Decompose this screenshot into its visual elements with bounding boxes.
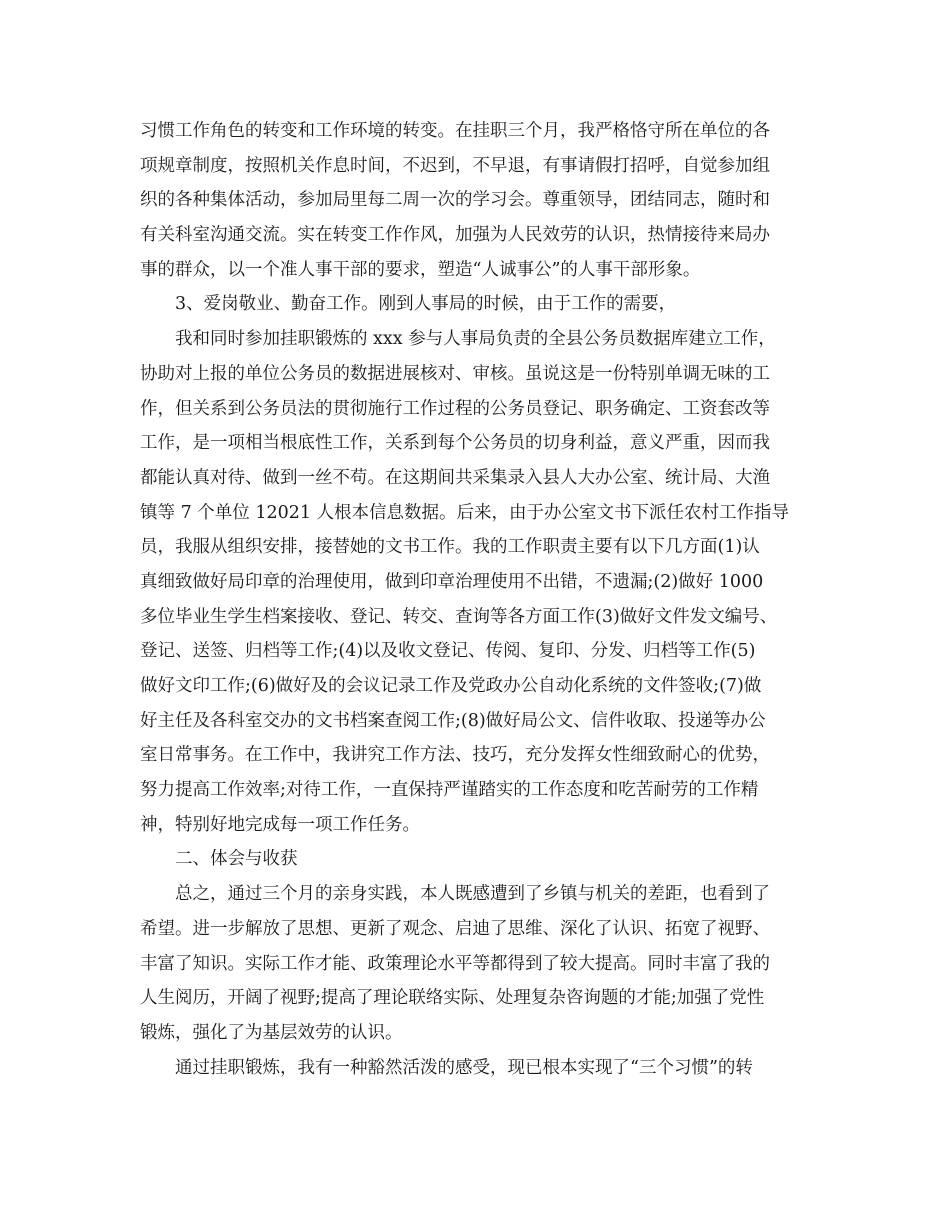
text-line: 努力提高工作效率;对待工作，一直保持严谨踏实的工作态度和吃苦耐劳的工作精 [140, 780, 759, 801]
document-body [140, 114, 820, 1085]
text-line: 织的各种集体活动，参加局里每二周一次的学习会。尊重领导，团结同志，随时和 [140, 190, 770, 211]
text-line: 人生阅历，开阔了视野;提高了理论联络实际、处理复杂咨询题的才能;加强了党性 [140, 988, 765, 1009]
text-line: 丰富了知识。实际工作才能、政策理论水平等都得到了较大提高。同时丰富了我的 [140, 953, 770, 974]
text-line: 锻炼，强化了为基层效劳的认识。 [140, 1022, 403, 1043]
text-line: 我和同时参加挂职锻炼的 xxx 参与人事局负责的全县公务员数据库建立工作， [175, 329, 776, 350]
text-line: 多位毕业生学生档案接收、登记、转交、查询等各方面工作(3)做好文件发文编号、 [140, 606, 778, 627]
text-line: 做好文印工作;(6)做好及的会议记录工作及党政办公自动化系统的文件签收;(7)做 [140, 676, 762, 696]
text-line: 希望。进一步解放了思想、更新了观念、启迪了思维、深化了认识、拓宽了视野、 [140, 918, 770, 939]
text-line: 室日常事务。在工作中，我讲究工作方法、技巧，充分发挥女性细致耐心的优势， [140, 745, 770, 766]
text-line: 员，我服从组织安排，接替她的文书工作。我的工作职责主要有以下几方面(1)认 [140, 537, 760, 558]
text-line: 协助对上报的单位公务员的数据进展核对、审核。虽说这是一份特别单调无味的工 [140, 363, 770, 384]
text-line: 总之，通过三个月的亲身实践，本人既感遭到了乡镇与机关的差距，也看到了 [175, 884, 770, 905]
text-line: 习惯工作角色的转变和工作环境的转变。在挂职三个月，我严格恪守所在单位的各 [140, 121, 770, 141]
text-line: 都能认真对待、做到一丝不苟。在这期间共采集录入县人大办公室、统计局、大渔 [140, 467, 770, 488]
text-line: 神，特别好地完成每一项工作任务。 [140, 814, 420, 835]
text-line: 二、体会与收获 [175, 849, 298, 870]
text-line: 3、爱岗敬业、勤奋工作。刚到人事局的时候，由于工作的需要， [175, 294, 677, 315]
text-line: 工作，是一项相当根底性工作，关系到每个公务员的切身利益，意义严重，因而我 [140, 433, 770, 454]
text-line: 通过挂职锻炼，我有一种豁然活泼的感受，现已根本实现了“三个习惯”的转 [175, 1057, 753, 1078]
text-line: 项规章制度，按照机关作息时间，不迟到，不早退，有事请假打招呼，自觉参加组 [140, 155, 770, 176]
text-line: 有关科室沟通交流。实在转变工作作风，加强为人民效劳的认识，热情接待来局办 [140, 225, 770, 246]
text-line: 登记、送签、归档等工作;(4)以及收文登记、传阅、复印、分发、归档等工作(5) [140, 641, 756, 662]
text-line: 好主任及各科室交办的文书档案查阅工作;(8)做好局公文、信件收取、投递等办公 [140, 710, 766, 731]
text-line: 真细致做好局印章的治理使用，做到印章治理使用不出错，不遗漏;(2)做好 1000 [140, 571, 764, 592]
text-line: 事的群众，以一个准人事干部的要求，塑造“人诚事公”的人事干部形象。 [140, 259, 701, 280]
text-line: 作，但关系到公务员法的贯彻施行工作过程的公务员登记、职务确定、工资套改等 [140, 398, 770, 419]
text-line: 镇等 7 个单位 12021 人根本信息数据。后来，由于办公室文书下派任农村工作指导 [140, 502, 790, 523]
